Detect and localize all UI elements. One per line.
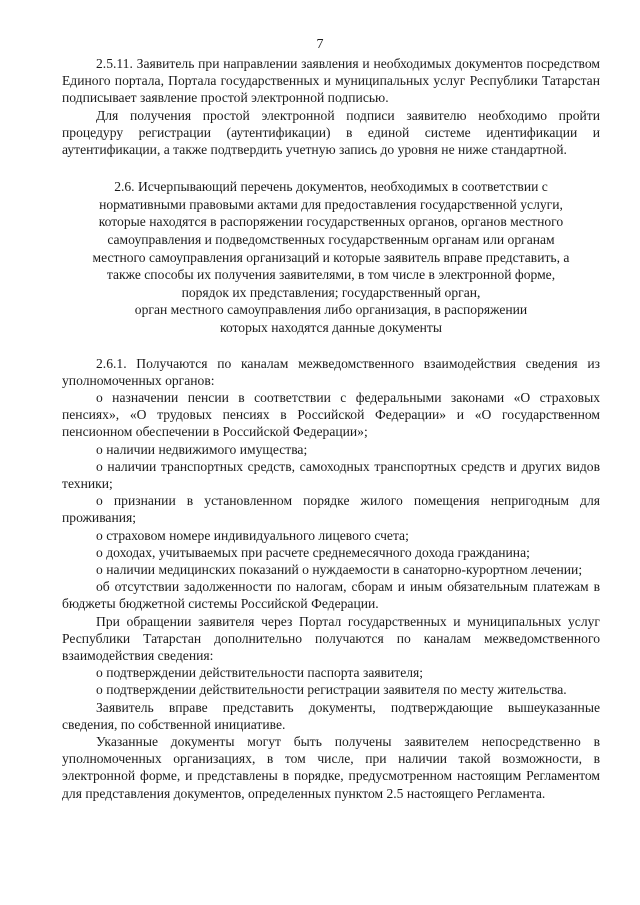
heading-line: которых находятся данные документы: [220, 319, 442, 335]
list-item: о доходах, учитываемых при расчете среднемесячного дохода гражданина;: [96, 544, 530, 560]
heading-line: нормативными правовыми актами для предоставления государственной услуги,: [99, 196, 563, 212]
heading-line: которые находятся в распоряжении государственных органов, органов местного: [98, 214, 564, 230]
list-item: об отсутствии задолженности по налогам, сборам и иным обязательным платежам в бюджеты бюджетной системы Российской Федерации.: [62, 579, 600, 612]
heading-line: 2.6. Исчерпывающий перечень документов, необходимых в соответствии с: [114, 179, 548, 195]
list-item: о наличии медицинских показаний о нуждаемости в санаторно-курортном лечении;: [96, 562, 583, 577]
list-item: о подтверждении действительности регистрации заявителя по месту жительства.: [96, 682, 567, 698]
list-item: о страховом номере индивидуального лицевого счета;: [96, 527, 409, 543]
list-item: о наличии транспортных средств, самоходных транспортных средств и других видов техники;: [62, 458, 600, 491]
paragraph-2-5-11: 2.5.11. Заявитель при направлении заявления и необходимых документов посредством Единого портала, Портала государственных и муниципальных услуг Республики Татарстан подписывает заявление простой электронной подписью.: [62, 56, 600, 106]
paragraph-final: Указанные документы могут быть получены заявителем непосредственно в уполномоченных организациях, в том числе, при наличии такой возможности, в электронной форме, и представлены в порядке, предусмотренном настоящим Регламентом для представления документов, определенных пунктом 2.5 настоящего Регламента.: [62, 734, 600, 801]
section-heading-2-6: [68, 178, 594, 336]
list-item: о признании в установленном порядке жилого помещения непригодным для проживания;: [62, 493, 600, 526]
heading-line: самоуправления и подведомственных государственным органам или органам: [107, 232, 555, 247]
heading-line: местного самоуправления организаций и которые заявитель вправе представить, а: [92, 249, 570, 265]
document-body: [62, 55, 600, 802]
paragraph-electronic-signature: Для получения простой электронной подписи заявителю необходимо пройти процедуру регистрации (аутентификации) в единой системе идентификации и аутентификации, а также подтвердить учетную запись до уровня не ниже стандартной.: [62, 107, 600, 158]
paragraph-2-6-1: 2.6.1. Получаются по каналам межведомственного взаимодействия сведения из уполномоченных органов:: [62, 355, 600, 388]
list-item: о наличии недвижимого имущества;: [96, 441, 308, 457]
paragraph-own-initiative: Заявитель вправе представить документы, подтверждающие вышеуказанные сведения, по собственной инициативе.: [62, 699, 600, 732]
list-item: о назначении пенсии в соответствии с федеральными законами «О страховых пенсиях», «О трудовых пенсиях в Российской Федерации» и «О государственном пенсионном обеспечении в Российской Федерации»;: [62, 389, 600, 440]
heading-line: также способы их получения заявителями, в том числе в электронной форме,: [106, 267, 556, 283]
page-number: 7: [316, 37, 324, 52]
paragraph-portal: При обращении заявителя через Портал государственных и муниципальных услуг Республики Татарстан дополнительно получаются по каналам межведомственного взаимодействия сведения:: [62, 613, 600, 664]
heading-line: порядок их представления; государственный орган,: [181, 284, 481, 300]
list-item: о подтверждении действительности паспорта заявителя;: [96, 665, 424, 681]
heading-line: орган местного самоуправления либо организация, в распоряжении: [134, 302, 528, 318]
